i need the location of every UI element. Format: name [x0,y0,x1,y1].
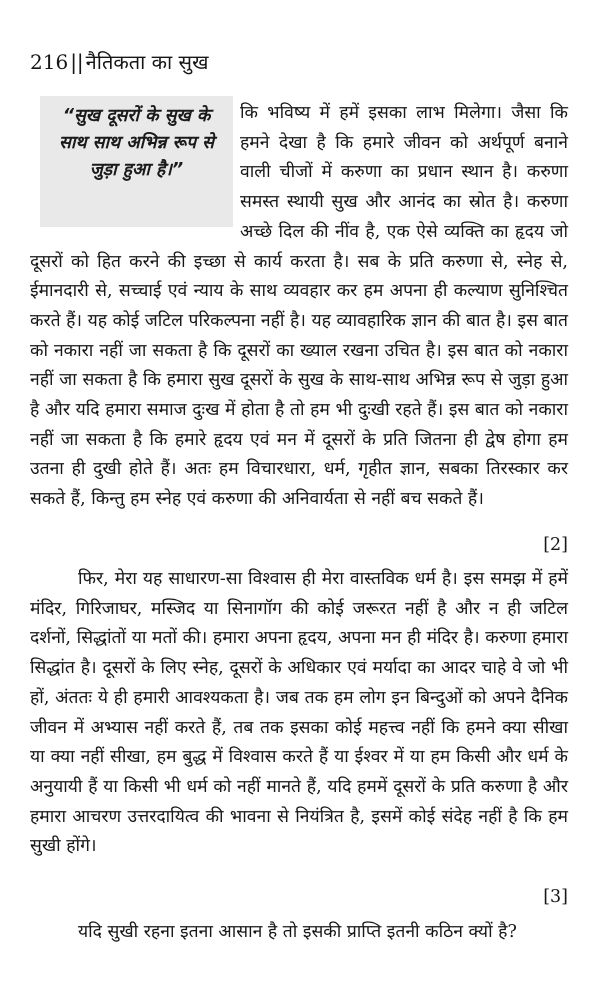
book-title: नैतिकता का सुख [85,50,209,74]
section-number-3: [3] [543,887,568,907]
paragraph-1-text: कि भविष्य में हमें इसका लाभ मिलेगा। जैसा कि हमने देखा है कि हमारे जीवन को अर्थपूर्ण बनाने वाली चीजों में करुणा का प्रधान स्थान है। करुणा समस्त स्थायी सुख और आनंद का स्रोत है। करुणा अच्छे दिल की नींव है, एक ऐसे व्यक्ति का हृदय जो दूसरों को हित करने की इच्छा से कार्य करता है। सब के प्रति करुणा से, स्नेह से, ईमानदारी से, सच्चाई एवं न्याय के साथ व्यवहार कर हम अपना ही कल्याण सुनिश्चित करते हैं। यह कोई जटिल परिकल्पना नहीं है। यह व्यावहारिक ज्ञान की बात है। इस बात को नकारा नहीं जा सकता है कि दूसरों का ख्याल रखना उचित है। इस बात को नकारा नहीं जा सकता है कि हमारा सुख दूसरों के सुख के साथ-साथ अभिन्न रूप से जुड़ा हुआ है और यदि हमारा समाज दुःख में होता है तो हम भी दुःखी रहते हैं। इस बात को नकारा नहीं जा सकता है कि हमारे हृदय एवं मन में दूसरों के प्रति जितना ही द्वेष होगा हम उतना ही दुखी होते हैं। अतः हम विचारधारा, धर्म, गृहीत ज्ञान, सबका तिरस्कार कर सकते हैं, किन्तु हम स्नेह एवं करुणा की अनिवार्यता से नहीं बच सकते हैं। [30,103,568,510]
paragraph-3: यदि सुखी रहना इतना आसान है तो इसकी प्राप्ति इतनी कठिन क्यों है? [78,922,517,942]
paragraph-2: फिर, मेरा यह साधारण-सा विश्वास ही मेरा वास्तविक धर्म है। इस समझ में हमें मंदिर, गिरिजाघर, मस्जिद या सिनागॉग की कोई जरूरत नहीं है और न ही जटिल दर्शनों, सिद्धांतों या मतों की। हमारा अपना हृदय, अपना मन ही मंदिर है। करुणा हमारा सिद्धांत है। दूसरों के लिए स्नेह, दूसरों के अधिकार एवं मर्यादा का आदर चाहे वे जो भी हों, अंततः ये ही हमारी आवश्यकता है। जब तक हम लोग इन बिन्दुओं को अपने दैनिक जीवन में अभ्यास नहीं करते हैं, तब तक इसका कोई महत्त्व नहीं कि हमने क्या सीखा या क्या नहीं सीखा, हम बुद्ध में विश्वास करते हैं या ईश्वर में या हम किसी और धर्म के अनुयायी हैं या किसी भी धर्म को नहीं मानते हैं, यदि हममें दूसरों के प्रति करुणा है और हमारा आचरण उत्तरदायित्व की भावना से नियंत्रित है, इसमें कोई संदेह नहीं है कि हम सुखी होंगे। [30,569,568,857]
paragraph-1 [30,99,568,515]
page-number: 216 [30,50,69,74]
header-separator: || [70,50,84,74]
pull-quote: “सुख दूसरों के सुख के साथ साथ अभिन्न रूप से जुड़ा हुआ है।” [40,96,233,227]
section-number-2: [2] [543,535,568,555]
running-header [30,50,208,74]
pull-quote-wrap-space [30,99,240,247]
